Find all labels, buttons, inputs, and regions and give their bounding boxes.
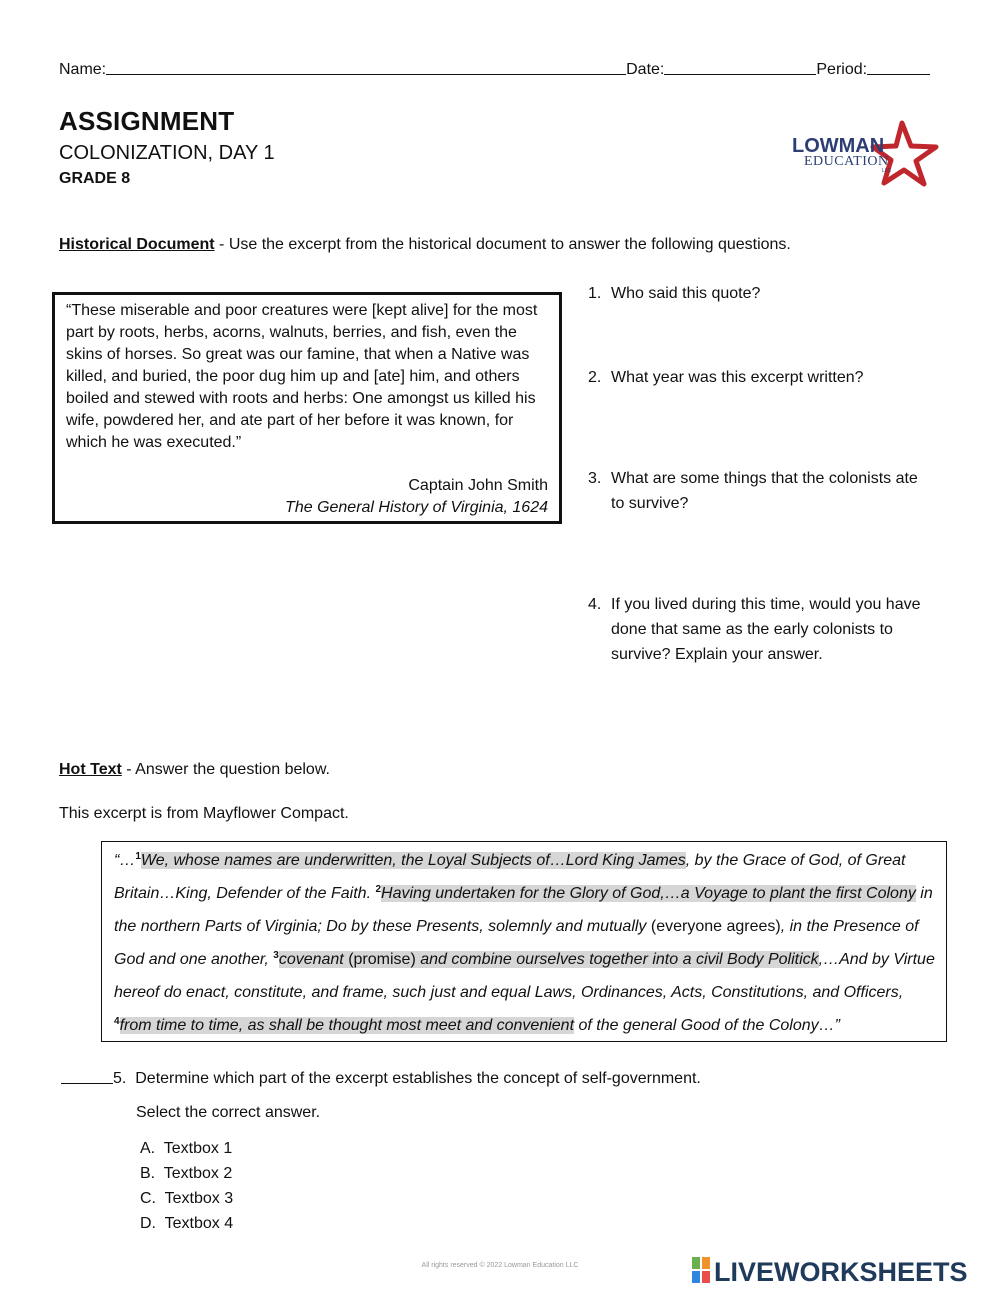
quote-text: “These miserable and poor creatures were [kept alive] for the most part by roots, herbs, acorns, walnuts, berries, and fish, even the skins of horses. So great was our famine, that when a Native was killed, and buried, the poor dug him up and [ate] him, and others boiled and stewed with roots and herbs: One amongst us killed his wife, powdered her, and ate part of her before it was known, for which he was executed.”: [66, 302, 538, 451]
date-field[interactable]: [664, 60, 816, 75]
excerpt-text: , by the Grace of God, of Great Britain…King, Defender of the Faith.: [114, 852, 906, 902]
excerpt-text: of the general Good of the Colony…”: [574, 1017, 840, 1034]
question-text: Who said this quote?: [611, 285, 761, 302]
question-5: [61, 1069, 701, 1088]
textbox-4[interactable]: from time to time, as shall be thought most meet and convenient: [119, 1017, 575, 1034]
textbox-2[interactable]: Having undertaken for the Glory of God,…a Voyage to plant the first Colony: [381, 885, 916, 902]
excerpt-text: in the northern Parts of Virginia; Do by these Presents, solemnly and mutually: [114, 885, 933, 935]
hot-text-instruction: [59, 761, 330, 779]
logo-star-icon: [790, 120, 940, 188]
hot-text-intro: This excerpt is from Mayflower Compact.: [59, 805, 349, 822]
question-text: What year was this excerpt written?: [611, 369, 864, 386]
hot-text-heading: Hot Text: [59, 761, 122, 778]
compact-excerpt: [114, 844, 940, 1042]
question-3: [588, 466, 933, 516]
liveworksheets-logo: [692, 1255, 992, 1290]
excerpt-text: ,…And by Virtue hereof do enact, constitute, and frame, such just and equal Laws, Ordinances, Acts, Constitutions, and Officers,: [114, 951, 935, 1001]
period-field[interactable]: [867, 60, 930, 75]
quote-source: The General History of Virginia, 1624: [285, 499, 548, 516]
option-label: Textbox 2: [163, 1165, 233, 1182]
historical-instruction: [59, 236, 791, 254]
period-label: Period:: [816, 61, 868, 78]
question-4: [588, 592, 933, 667]
logo-line1: LOWMAN: [792, 135, 885, 157]
textbox-3[interactable]: [279, 951, 819, 968]
question-number: 2.: [588, 369, 602, 386]
textbox-2-number: 2: [375, 884, 382, 895]
option-label: Textbox 4: [164, 1215, 234, 1232]
option-label: Textbox 3: [164, 1190, 234, 1207]
page-subtitle: COLONIZATION, DAY 1: [59, 142, 275, 164]
option-letter: D.: [140, 1215, 156, 1232]
question-number: 1.: [588, 285, 602, 302]
date-label: Date:: [626, 61, 665, 78]
excerpt-text: , in the Presence of God and one another,: [114, 918, 919, 968]
name-label: Name:: [59, 61, 107, 78]
question-2: [588, 365, 938, 390]
option-a[interactable]: [140, 1140, 232, 1158]
question-1: [588, 281, 938, 306]
excerpt-gloss: (promise): [348, 951, 416, 968]
textbox-4-number: 4: [114, 1016, 120, 1027]
historical-heading: Historical Document: [59, 236, 215, 253]
quote-author: Captain John Smith: [408, 477, 548, 494]
option-letter: A.: [140, 1140, 156, 1157]
page-title: ASSIGNMENT: [59, 106, 235, 136]
question-number: 5.: [113, 1070, 127, 1087]
lowman-education-logo: [790, 120, 940, 188]
option-letter: B.: [140, 1165, 156, 1182]
question-number: 3.: [588, 470, 602, 487]
question-number: 4.: [588, 596, 602, 613]
historical-instruction-text: - Use the excerpt from the historical document to answer the following questions.: [214, 236, 791, 253]
textbox-3-part: covenant: [278, 951, 349, 968]
option-label: Textbox 1: [163, 1140, 233, 1157]
liveworksheets-icon: [692, 1255, 992, 1285]
answer-5-field[interactable]: [61, 1069, 113, 1084]
textbox-3-part: and combine ourselves together into a civil Body Politick: [415, 951, 819, 968]
grade-label: GRADE 8: [59, 170, 131, 187]
option-b[interactable]: [140, 1165, 232, 1183]
excerpt-open: “…: [114, 852, 136, 869]
logo-line3: LLC: [882, 168, 892, 174]
textbox-1-number: 1: [135, 851, 141, 862]
question-text: Determine which part of the excerpt establishes the concept of self-government.: [135, 1070, 701, 1087]
option-c[interactable]: [140, 1190, 233, 1208]
excerpt-gloss: (everyone agrees): [650, 918, 781, 935]
select-instruction: Select the correct answer.: [136, 1104, 321, 1121]
watermark-text: LIVEWORKSHEETS: [714, 1257, 968, 1285]
option-d[interactable]: [140, 1215, 233, 1233]
question-text: What are some things that the colonists ate to survive?: [611, 470, 918, 512]
name-field[interactable]: [106, 60, 626, 75]
hot-text-instruction-text: - Answer the question below.: [121, 761, 330, 778]
textbox-3-number: 3: [273, 950, 279, 961]
textbox-1[interactable]: We, whose names are underwritten, the Loyal Subjects of…Lord King James: [140, 852, 686, 869]
student-info-line: [59, 60, 939, 79]
question-text: If you lived during this time, would you have done that same as the early colonists to survive? Explain your answer.: [611, 596, 921, 663]
logo-line2: EDUCATION: [804, 154, 889, 169]
copyright-footer: All rights reserved © 2022 Lowman Education LLC: [421, 1262, 579, 1269]
option-letter: C.: [140, 1190, 156, 1207]
